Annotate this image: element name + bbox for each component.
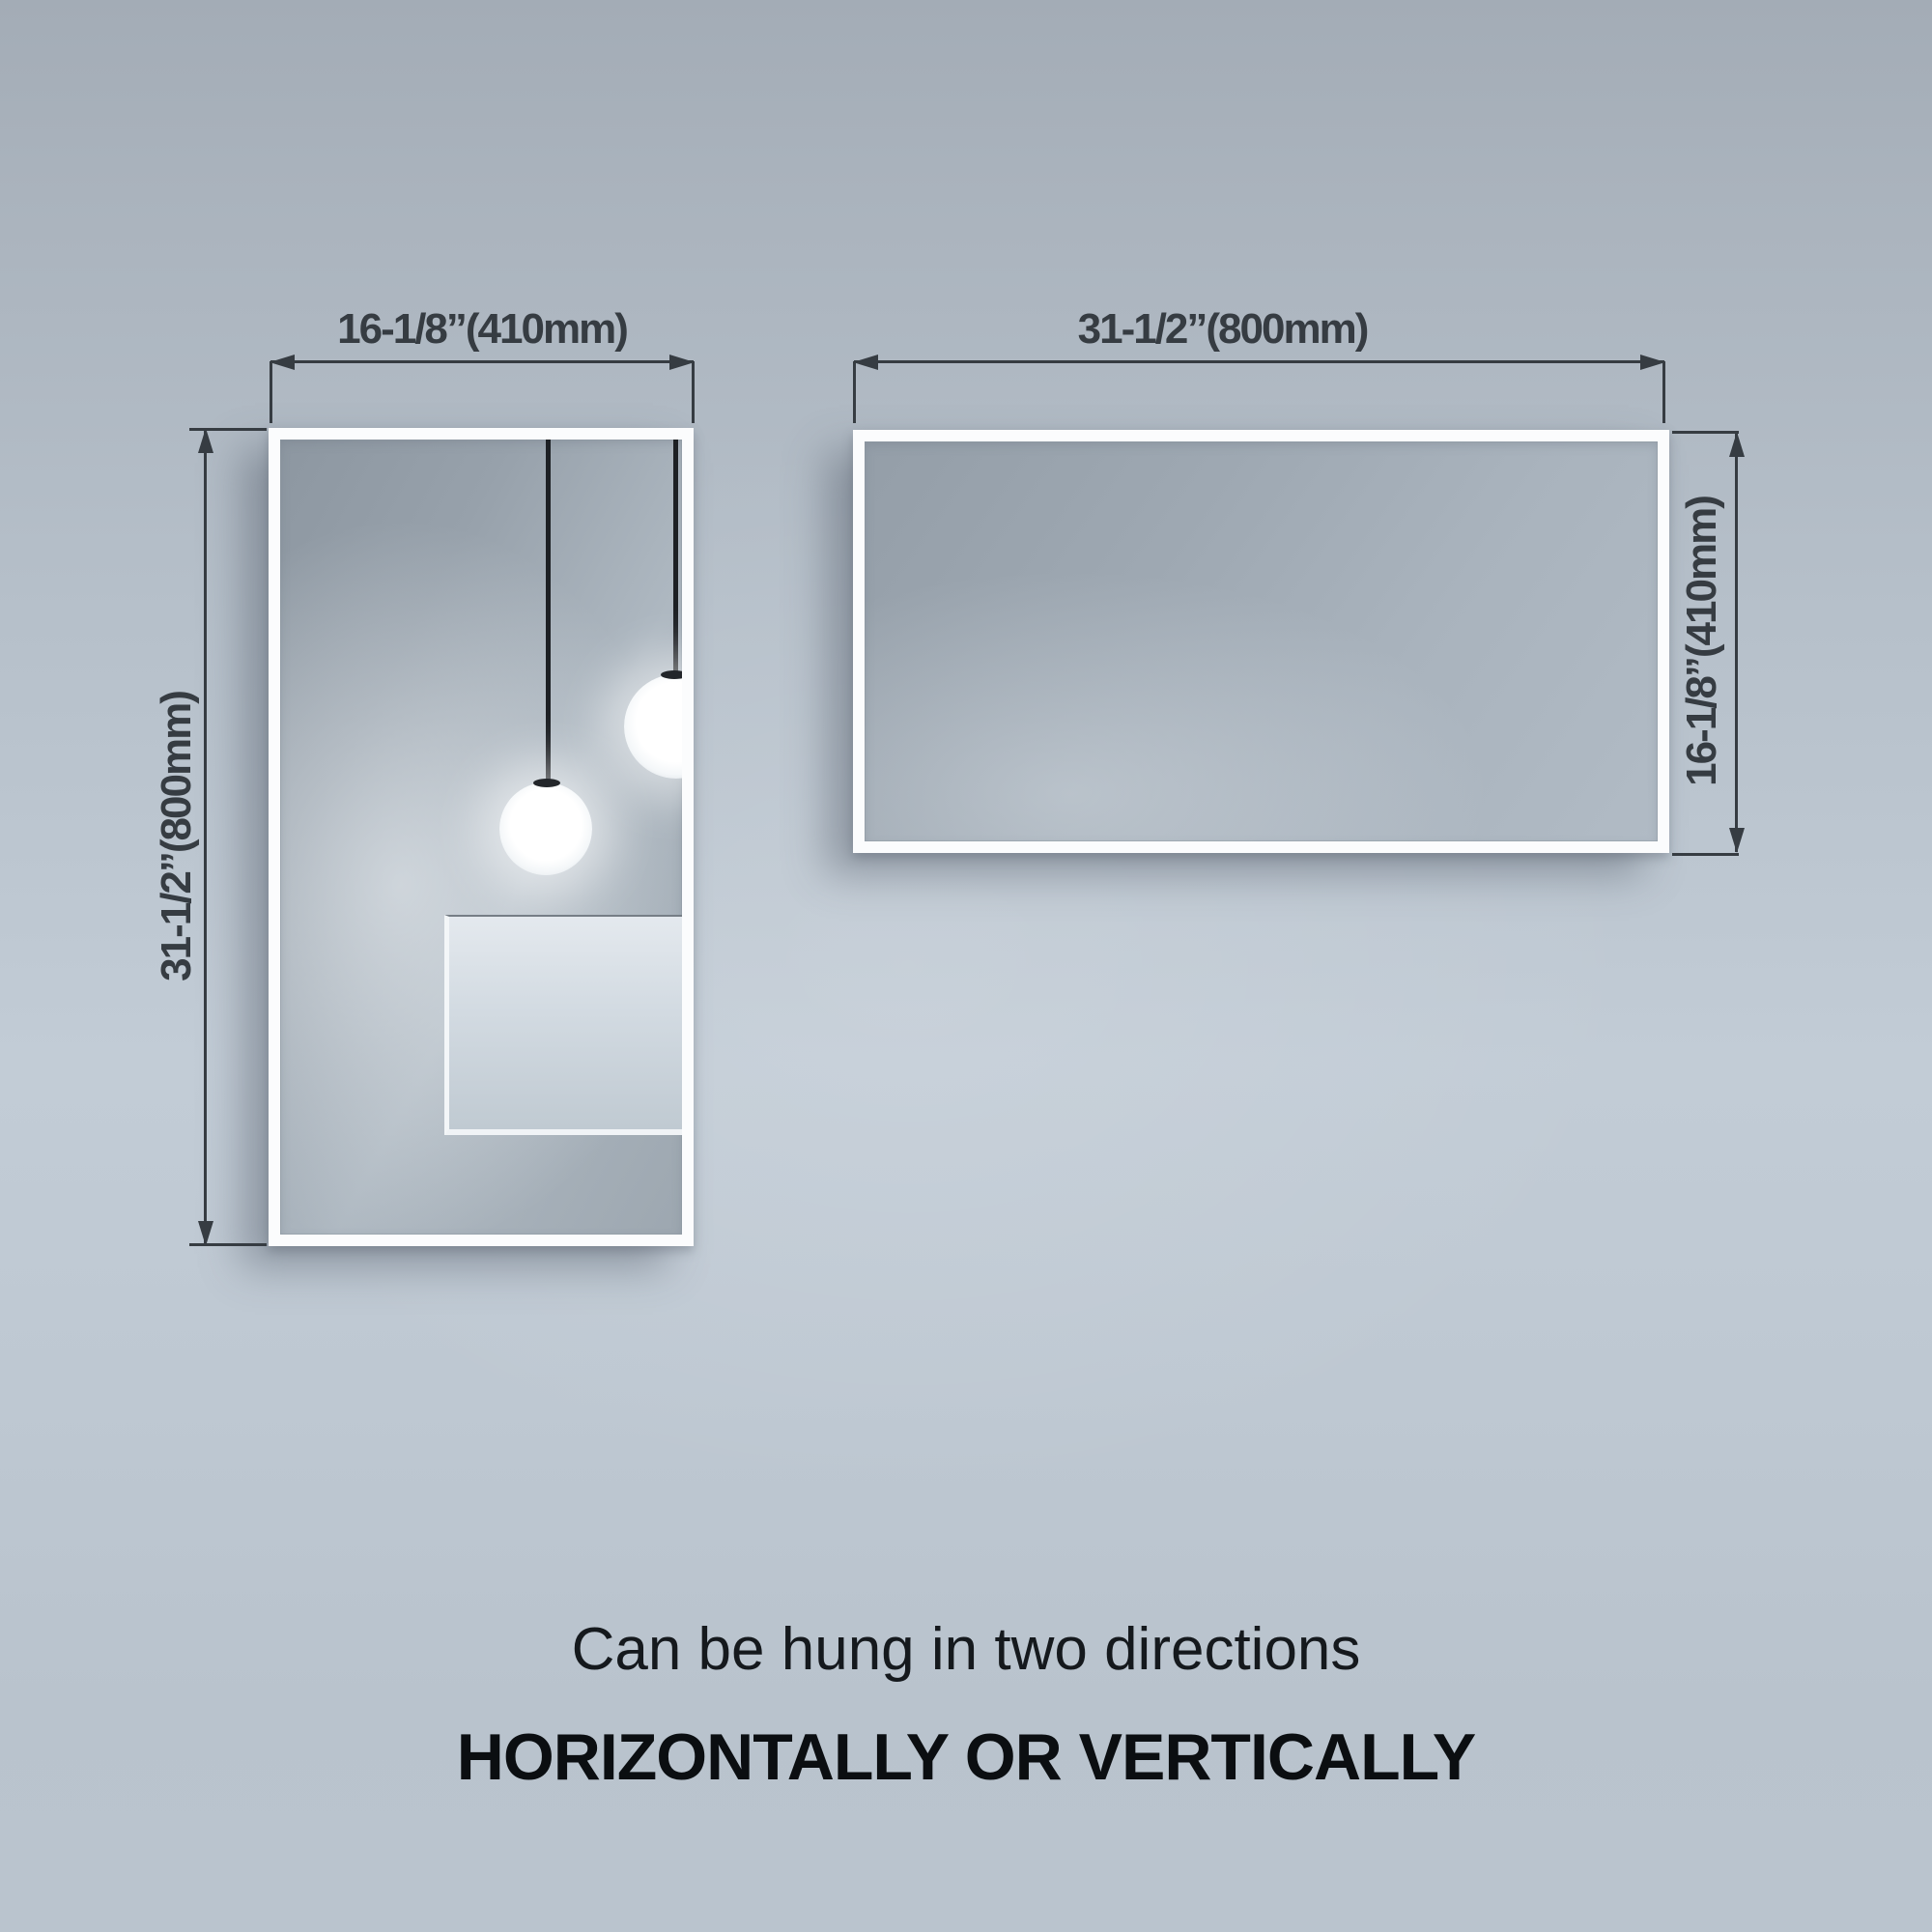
dim-label-vertical-width: 16-1/8”(410mm) (337, 305, 627, 353)
arrow-left-icon (853, 355, 878, 370)
extension-line (270, 361, 272, 423)
arrow-left-icon (270, 355, 295, 370)
dim-label-vertical-height: 31-1/2”(800mm) (153, 692, 200, 981)
pendant-socket-reflection-1 (533, 779, 560, 787)
horizontal-mirror (853, 430, 1669, 853)
dim-label-horizontal-width: 31-1/2”(800mm) (1077, 305, 1368, 353)
dim-line (854, 360, 1664, 363)
vertical-mirror (269, 428, 694, 1246)
pendant-globe-reflection-1 (499, 782, 592, 875)
extension-line (1672, 853, 1739, 856)
dim-line (1735, 433, 1738, 852)
dim-line (204, 429, 207, 1245)
vertical-mirror-surface (280, 440, 682, 1235)
caption-orientation: HORIZONTALLY OR VERTICALLY (456, 1720, 1476, 1794)
pendant-socket-reflection-2 (661, 670, 682, 679)
extension-line (1672, 431, 1739, 434)
pendant-cord-reflection-1 (546, 440, 551, 784)
extension-line (692, 361, 695, 423)
horizontal-mirror-surface (865, 441, 1658, 841)
extension-line (189, 1243, 267, 1246)
extension-line (1662, 361, 1665, 423)
extension-line (189, 428, 267, 431)
arrow-up-icon (1729, 432, 1745, 457)
pendant-globe-reflection-2 (624, 674, 682, 779)
dim-line (270, 360, 694, 363)
pendant-cord-reflection-2 (673, 440, 678, 676)
caption-directions: Can be hung in two directions (571, 1616, 1361, 1683)
arrow-down-icon (1729, 828, 1745, 853)
vanity-light-reflection (444, 915, 682, 1135)
dim-label-horizontal-height: 16-1/8”(410mm) (1678, 497, 1725, 786)
arrow-up-icon (198, 428, 213, 453)
extension-line (853, 361, 856, 423)
